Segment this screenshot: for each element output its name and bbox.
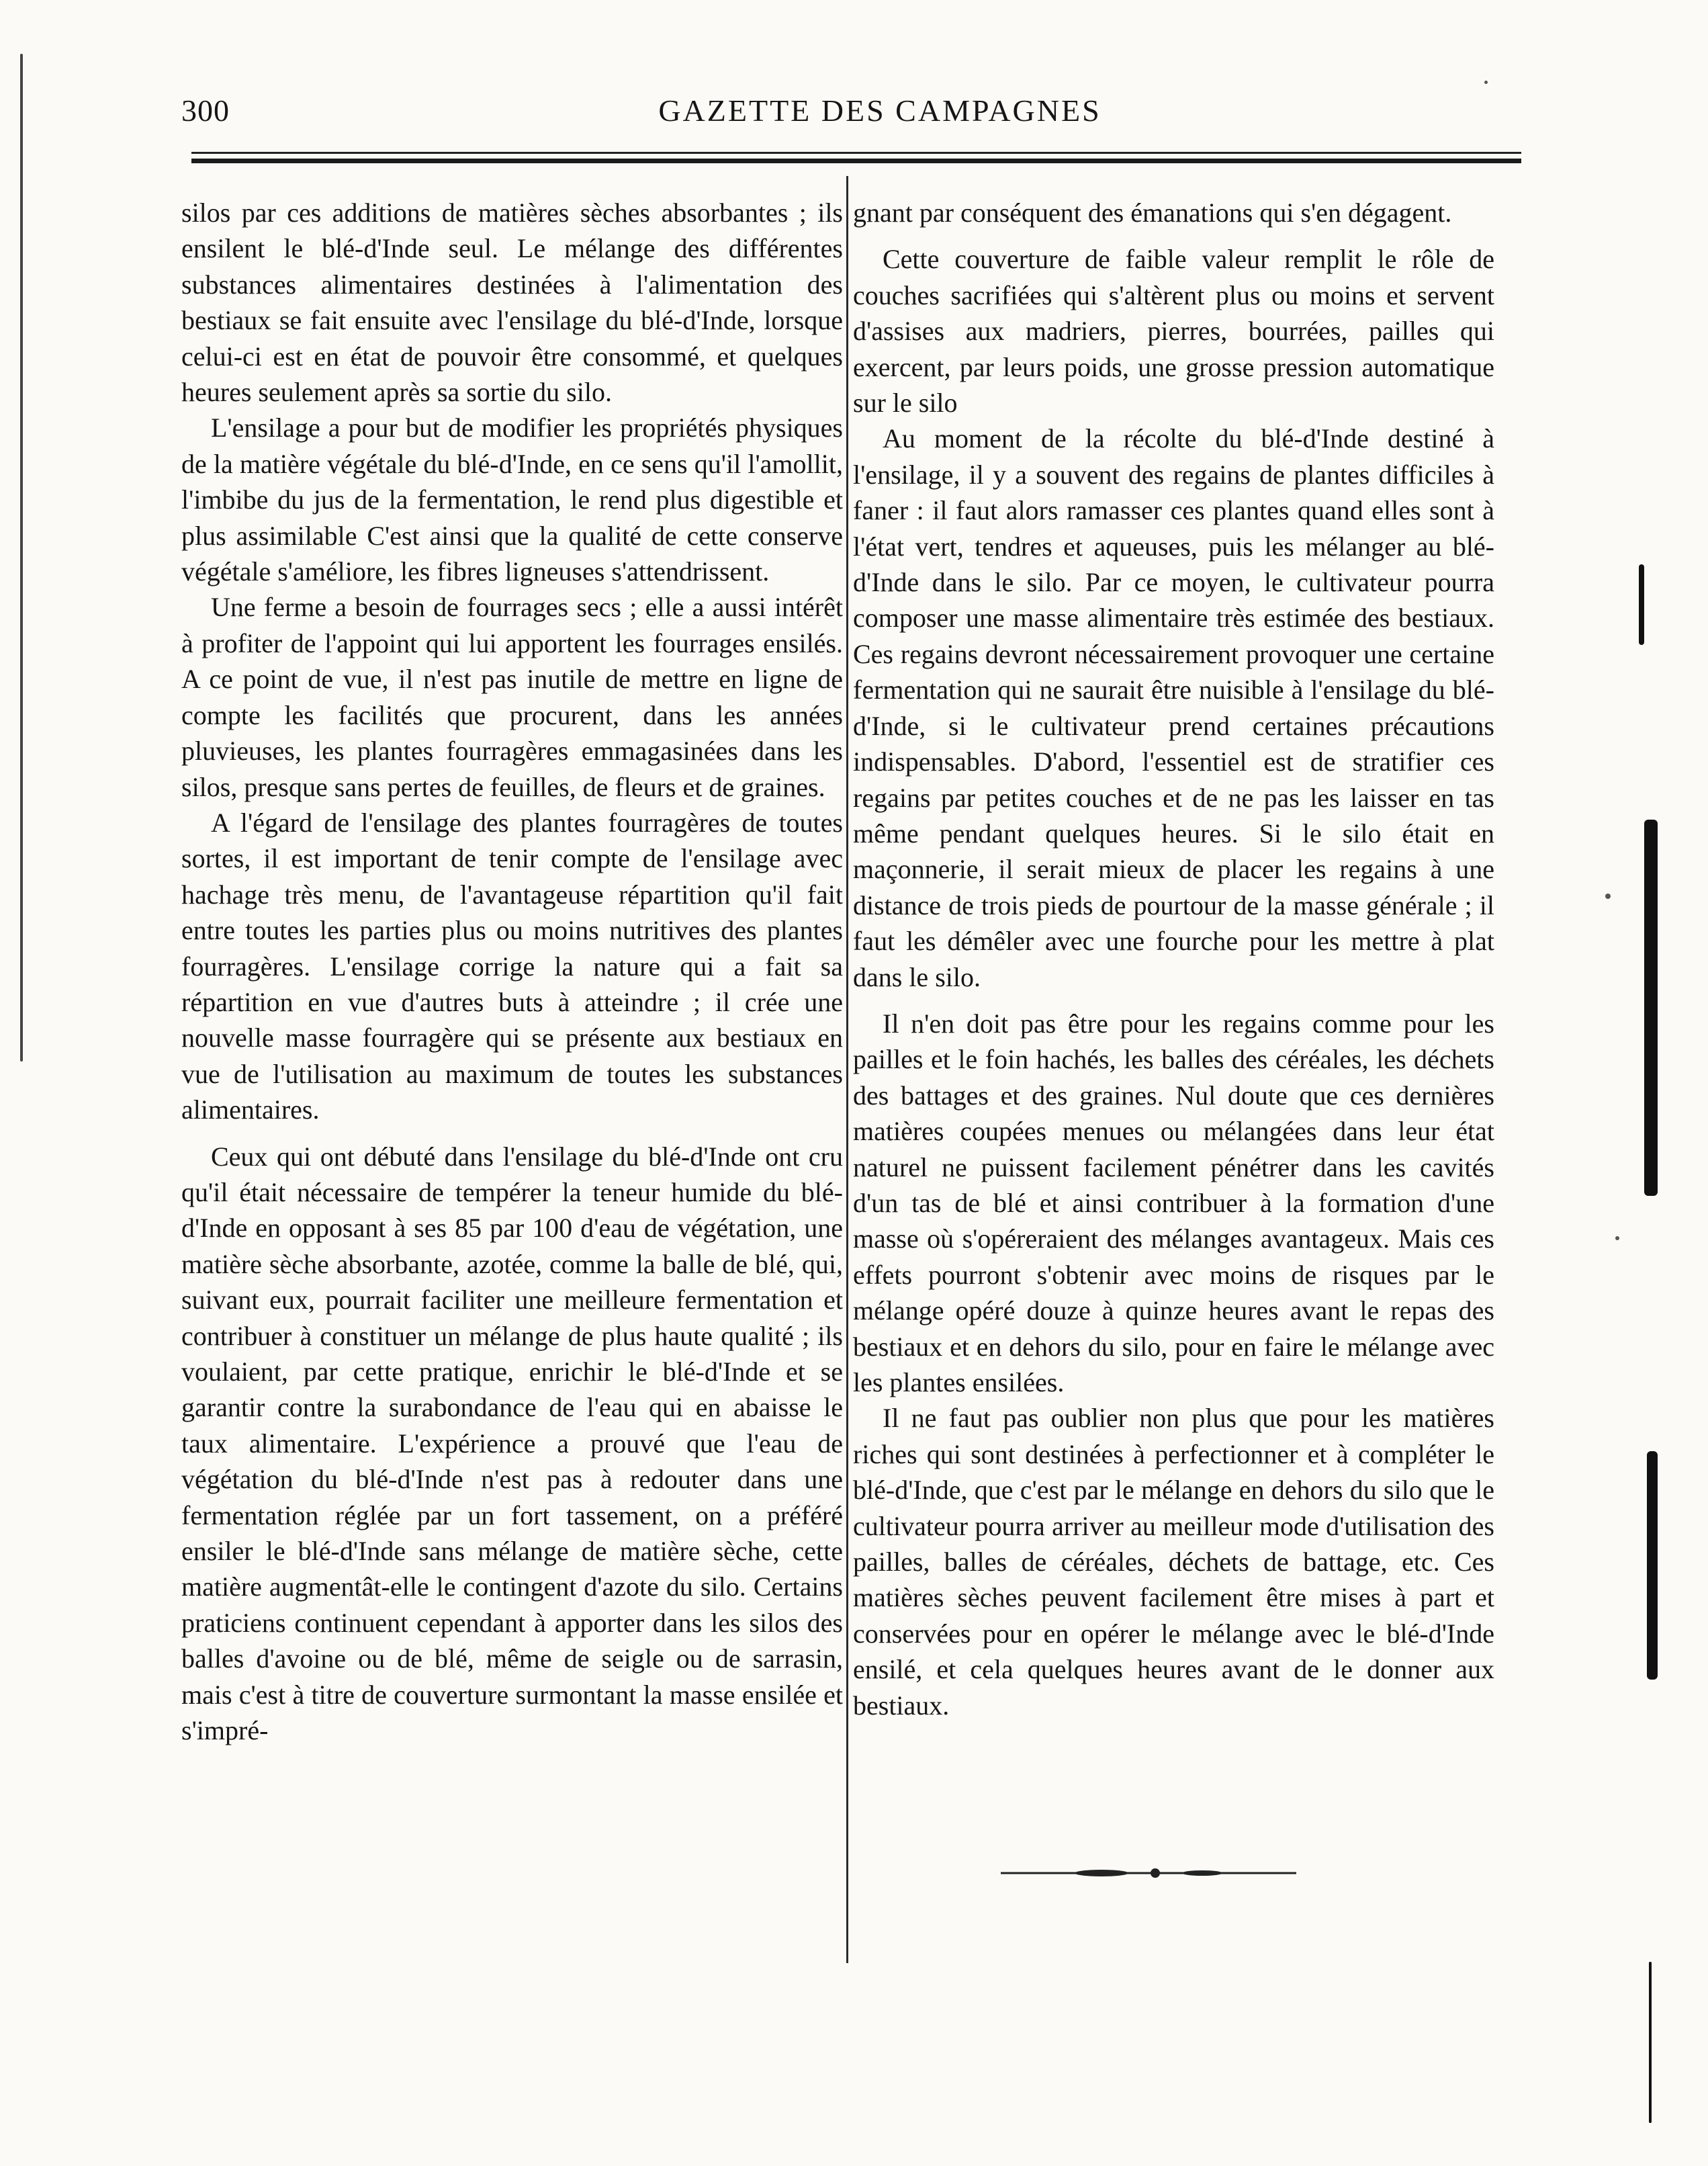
right-paragraph-4: Il n'en doit pas être pour les regains comme pour les pailles et le foin hachés, les balles des céréales, les déchets des battages et des graines. Nul doute que ces dernières matières coupées menues ou mélangées dans leur état naturel ne puissent facilement pénétrer dans les cavités d'un tas de blé et ainsi contribuer à la formation d'une masse où s'opéreraient des mélanges avantageux. Mais ces effets pourront s'obtenir avec moins de risques par le mélange opéré douze à quinze heures avant le repas des bestiaux et en dehors du silo, pour en faire le mélange avec les plantes ensilées. <box>853 1008 1494 1397</box>
margin-scan-mark <box>20 54 23 1062</box>
right-paragraph-2: Cette couverture de faible valeur remplit le rôle de couches sacrifiées qui s'altèrent plus ou moins et servent d'assises aux madriers, pierres, bourrées, pailles qui exercent, par leurs poids, une grosse pression automatique sur le silo <box>853 244 1494 419</box>
margin-scan-mark <box>1644 820 1658 1196</box>
right-paragraph-5: Il ne faut pas oublier non plus que pour les matières riches qui sont destinées à perfectionner et à compléter le blé-d'Inde, que c'est par le mélange en dehors du silo que le cultivateur pourra arriver au meilleur mode d'utilisation des pailles, balles de céréales, déchets de battage, etc. Ces matières sèches peuvent facilement être mises à part et conservées pour en opérer le mélange avec le blé-d'Inde ensilé, et cela quelques heures avant de le donner aux bestiaux. <box>853 1403 1494 1721</box>
right-column <box>853 195 1494 1723</box>
left-column <box>181 195 843 1748</box>
journal-title: GAZETTE DES CAMPAGNES <box>658 93 1102 128</box>
header-rule-thick <box>191 159 1521 163</box>
left-paragraph-3: Une ferme a besoin de fourrages secs ; elle a aussi intérêt à profiter de l'appoint qui lui apportent les fourrages ensilés. A ce point de vue, il n'est pas inutile de mettre en ligne de compte les facilités que procurent, dans les années pluvieuses, les plantes fourragères emmagasinées dans les silos, presque sans pertes de feuilles, de fleurs et de graines. <box>181 592 843 802</box>
column-divider <box>846 176 848 1963</box>
left-paragraph-5: Ceux qui ont débuté dans l'ensilage du blé-d'Inde ont cru qu'il était nécessaire de tempérer la teneur humide du blé-d'Inde en opposant à ses 85 par 100 d'eau de végétation, une matière sèche absorbante, azotée, comme la balle de blé, qui, suivant eux, pourrait faciliter une meilleure fermentation et contribuer à constituer un mélange de plus haute qualité ; ils voulaient, par cette pratique, enrichir le blé-d'Inde et se garantir contre la surabondance de l'eau qui en abaisse le taux alimentaire. L'expérience a prouvé que l'eau de végétation du blé-d'Inde n'est pas à redouter dans une fermentation réglée par un fort tassement, on a préféré ensiler le blé-d'Inde sans mélange de matière sèche, cette matière augmentât-elle le contingent d'azote du silo. Certains praticiens continuent cependant à apporter dans les silos des balles d'avoine ou de blé, même de seigle ou de sarrasin, mais c'est à titre de couverture surmontant la masse ensilée et s'impré- <box>181 1141 843 1746</box>
margin-scan-mark <box>1647 1451 1658 1680</box>
end-ornament <box>1001 1866 1296 1880</box>
left-paragraph-4: A l'égard de l'ensilage des plantes fourragères de toutes sortes, il est important de tenir compte de l'ensilage avec hachage très menu, de l'avantageuse répartition qu'il fait entre toutes les parties plus ou moins nutritives des plantes fourragères. L'ensilage corrige la nature qui a fait sa répartition en vue d'autres buts à atteindre ; il crée une nouvelle masse fourragère qui se présente aux bestiaux en vue de l'utilisation au maximum de toutes les substances alimentaires. <box>181 807 843 1125</box>
left-paragraph-1: silos par ces additions de matières sèches absorbantes ; ils ensilent le blé-d'Inde seul. Le mélange des différentes substances alimentaires destinées à l'alimentation des bestiaux se fait ensuite avec l'ensilage du blé-d'Inde, lorsque celui-ci est en état de pouvoir être consommé, et quelques heures seulement après sa sortie du silo. <box>181 198 843 408</box>
scan-speck <box>1484 81 1488 84</box>
margin-scan-mark <box>1649 1962 1652 2123</box>
scan-speck <box>1605 894 1611 899</box>
margin-scan-mark <box>1639 564 1644 645</box>
right-paragraph-1: gnant par conséquent des émanations qui s'en dégagent. <box>853 198 1452 228</box>
scan-speck <box>1615 1236 1619 1240</box>
header-rule-thin <box>191 152 1521 154</box>
right-paragraph-3: Au moment de la récolte du blé-d'Inde destiné à l'ensilage, il y a souvent des regains de plantes difficiles à faner : il faut alors ramasser ces plantes quand elles sont à l'état vert, tendres et aqueuses, puis les mélanger au blé-d'Inde dans le silo. Par ce moyen, le cultivateur pourra composer une masse alimentaire très estimée des bestiaux. Ces regains devront nécessairement provoquer une certaine fermentation qui ne saurait être nuisible à l'ensilage du blé-d'Inde, si le cultivateur prend certaines précautions indispensables. D'abord, l'essentiel est de stratifier ces regains par petites couches et de ne pas les laisser en tas même pendant quelques heures. Si le silo était en maçonnerie, il serait mieux de placer les regains à une distance de trois pieds de pourtour de la masse générale ; il faut les démêler avec une fourche pour les mettre à plat dans le silo. <box>853 423 1494 992</box>
page-number: 300 <box>181 93 230 128</box>
left-paragraph-2: L'ensilage a pour but de modifier les propriétés physiques de la matière végétale du blé-d'Inde, en ce sens qu'il l'amollit, l'imbibe du jus de la fermentation, le rend plus digestible et plus assimilable C'est ainsi que la qualité de cette conserve végétale s'améliore, les fibres ligneuses s'attendrissent. <box>181 413 843 587</box>
